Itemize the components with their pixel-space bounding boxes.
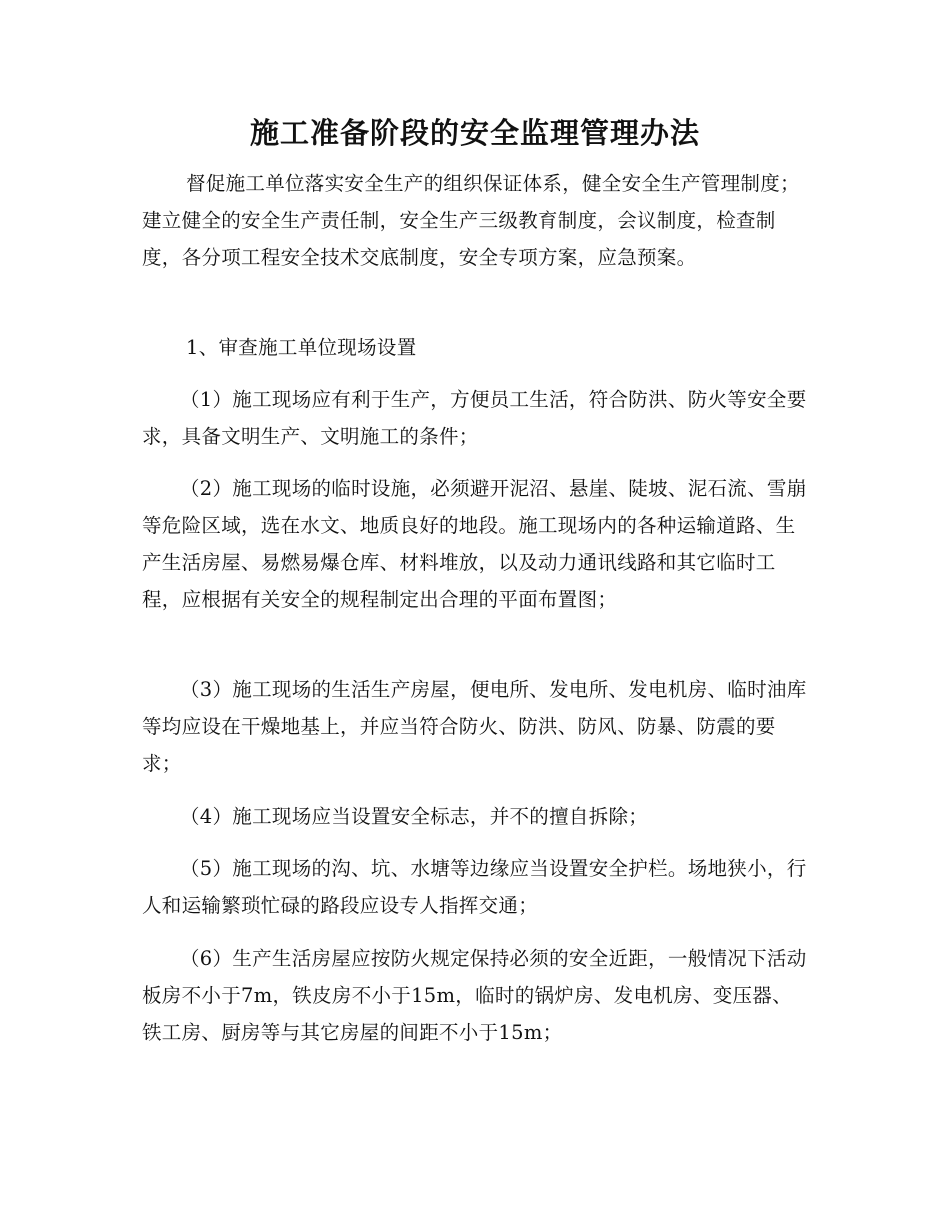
- list-item: （4）施工现场应当设置安全标志，并不的擅自拆除；: [180, 805, 649, 828]
- list-item: （6）生产生活房屋应按防火规定保持必须的安全近距，一般情况下活动板房不小于7m，铁皮房不小于15m，临时的锅炉房、发电机房、变压器、铁工房、厨房等与其它房屋的间距不小于15m；: [142, 947, 807, 1044]
- section-heading: 1、审查施工单位现场设置: [186, 336, 417, 359]
- list-item: （2）施工现场的临时设施，必须避开泥沼、悬崖、陡坡、泥石流、雪崩等危险区域，选在水文、地质良好的地段。施工现场内的各种运输道路、生产生活房屋、易燃易爆仓库、材料堆放，以及动力通讯线路和其它临时工程，应根据有关安全的规程制定出合理的平面布置图；: [142, 477, 807, 611]
- list-item: （3）施工现场的生活生产房屋，便电所、发电所、发电机房、临时油库等均应设在干燥地基上，并应当符合防火、防洪、防风、防暴、防震的要求；: [142, 678, 807, 775]
- list-item: （1）施工现场应有利于生产，方便员工生活，符合防洪、防火等安全要求，具备文明生产、文明施工的条件；: [142, 388, 807, 448]
- document-title: 施工准备阶段的安全监理管理办法: [249, 116, 700, 150]
- intro-paragraph: 督促施工单位落实安全生产的组织保证体系，健全安全生产管理制度；建立健全的安全生产责任制，安全生产三级教育制度，会议制度，检查制度，各分项工程安全技术交底制度，安全专项方案，应急预案。: [142, 172, 800, 269]
- list-item: （5）施工现场的沟、坑、水塘等边缘应当设置安全护栏。场地狭小，行人和运输繁琐忙碌的路段应设专人指挥交通；: [142, 857, 807, 917]
